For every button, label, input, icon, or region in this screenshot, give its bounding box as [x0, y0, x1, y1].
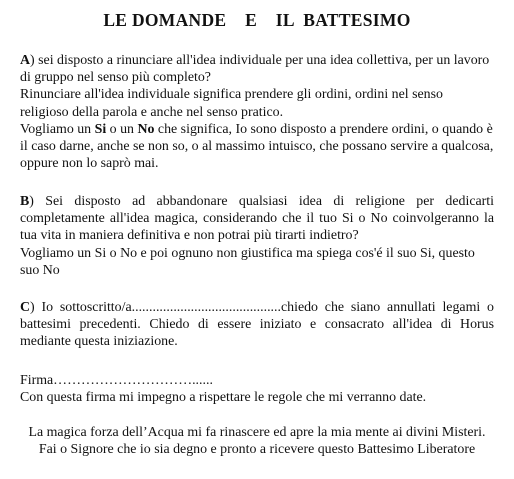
section-a-no: No	[137, 121, 155, 137]
section-b-answer: Vogliamo un Si o No e poi ognuno non giustifica ma spiega cos'é il suo Si, questo suo No	[20, 245, 475, 278]
document-title: LE DOMANDE E IL BATTESIMO	[103, 10, 411, 30]
section-b-letter: B	[20, 194, 30, 209]
section-c	[20, 299, 494, 351]
section-a	[20, 52, 494, 172]
signature-label: Firma…………………………......	[20, 373, 213, 388]
section-c-text-post: chiedo che siano annullati legami o battesimi precedenti. Chiedo di essere iniziato e consacrato all'idea di Horus mediante questa iniziazione.	[20, 300, 494, 350]
section-a-question-text: ) sei disposto a rinunciare all'idea individuale per una idea collettiva, per un lavoro di gruppo nel senso più completo?	[20, 53, 490, 86]
section-a-answer-pre: Vogliamo un	[20, 121, 95, 137]
section-a-question	[20, 52, 494, 86]
section-a-si: Si	[94, 121, 107, 137]
closing-line-1: La magica forza dell’Acqua mi fa rinascere ed apre la mia mente ai divini Misteri.	[28, 425, 486, 440]
section-b	[20, 193, 494, 279]
section-a-answer	[20, 121, 494, 173]
section-c-text-pre: ) Io sottoscritto/a	[30, 300, 132, 315]
section-a-explanation: Rinunciare all'idea individuale significa prendere gli ordini, ordini nel senso religioso della parola e anche nel senso pratico.	[20, 87, 443, 120]
closing-block	[0, 424, 514, 458]
signature-block	[20, 372, 494, 406]
signature-commitment: Con questa firma mi impegno a rispettare le regole che mi verranno date.	[20, 390, 427, 406]
section-a-answer-post: che significa, Io sono disposto a prendere ordini, o quando è il caso darne, anche se non so, o al massimo intuisco, che possano servire a qualcosa, oppure non lo saprò mai.	[20, 121, 494, 172]
section-a-letter: A	[20, 53, 31, 68]
section-b-question	[20, 193, 494, 245]
section-b-question-text: ) Sei disposto ad abbandonare qualsiasi idea di religione per dedicarti completamente all'idea magica, considerando che il tuo Si o No coinvolgeranno la tua vita in maniera definitiva e non potrai più tirarti indietro?	[20, 194, 494, 244]
section-c-text	[20, 299, 494, 351]
closing-line-2: Fai o Signore che io sia degno e pronto a ricevere questo Battesimo Liberatore	[38, 442, 476, 458]
signature-blank-line: ...........................................	[131, 300, 281, 315]
section-a-answer-mid: o un	[106, 121, 138, 137]
section-c-letter: C	[20, 300, 31, 315]
